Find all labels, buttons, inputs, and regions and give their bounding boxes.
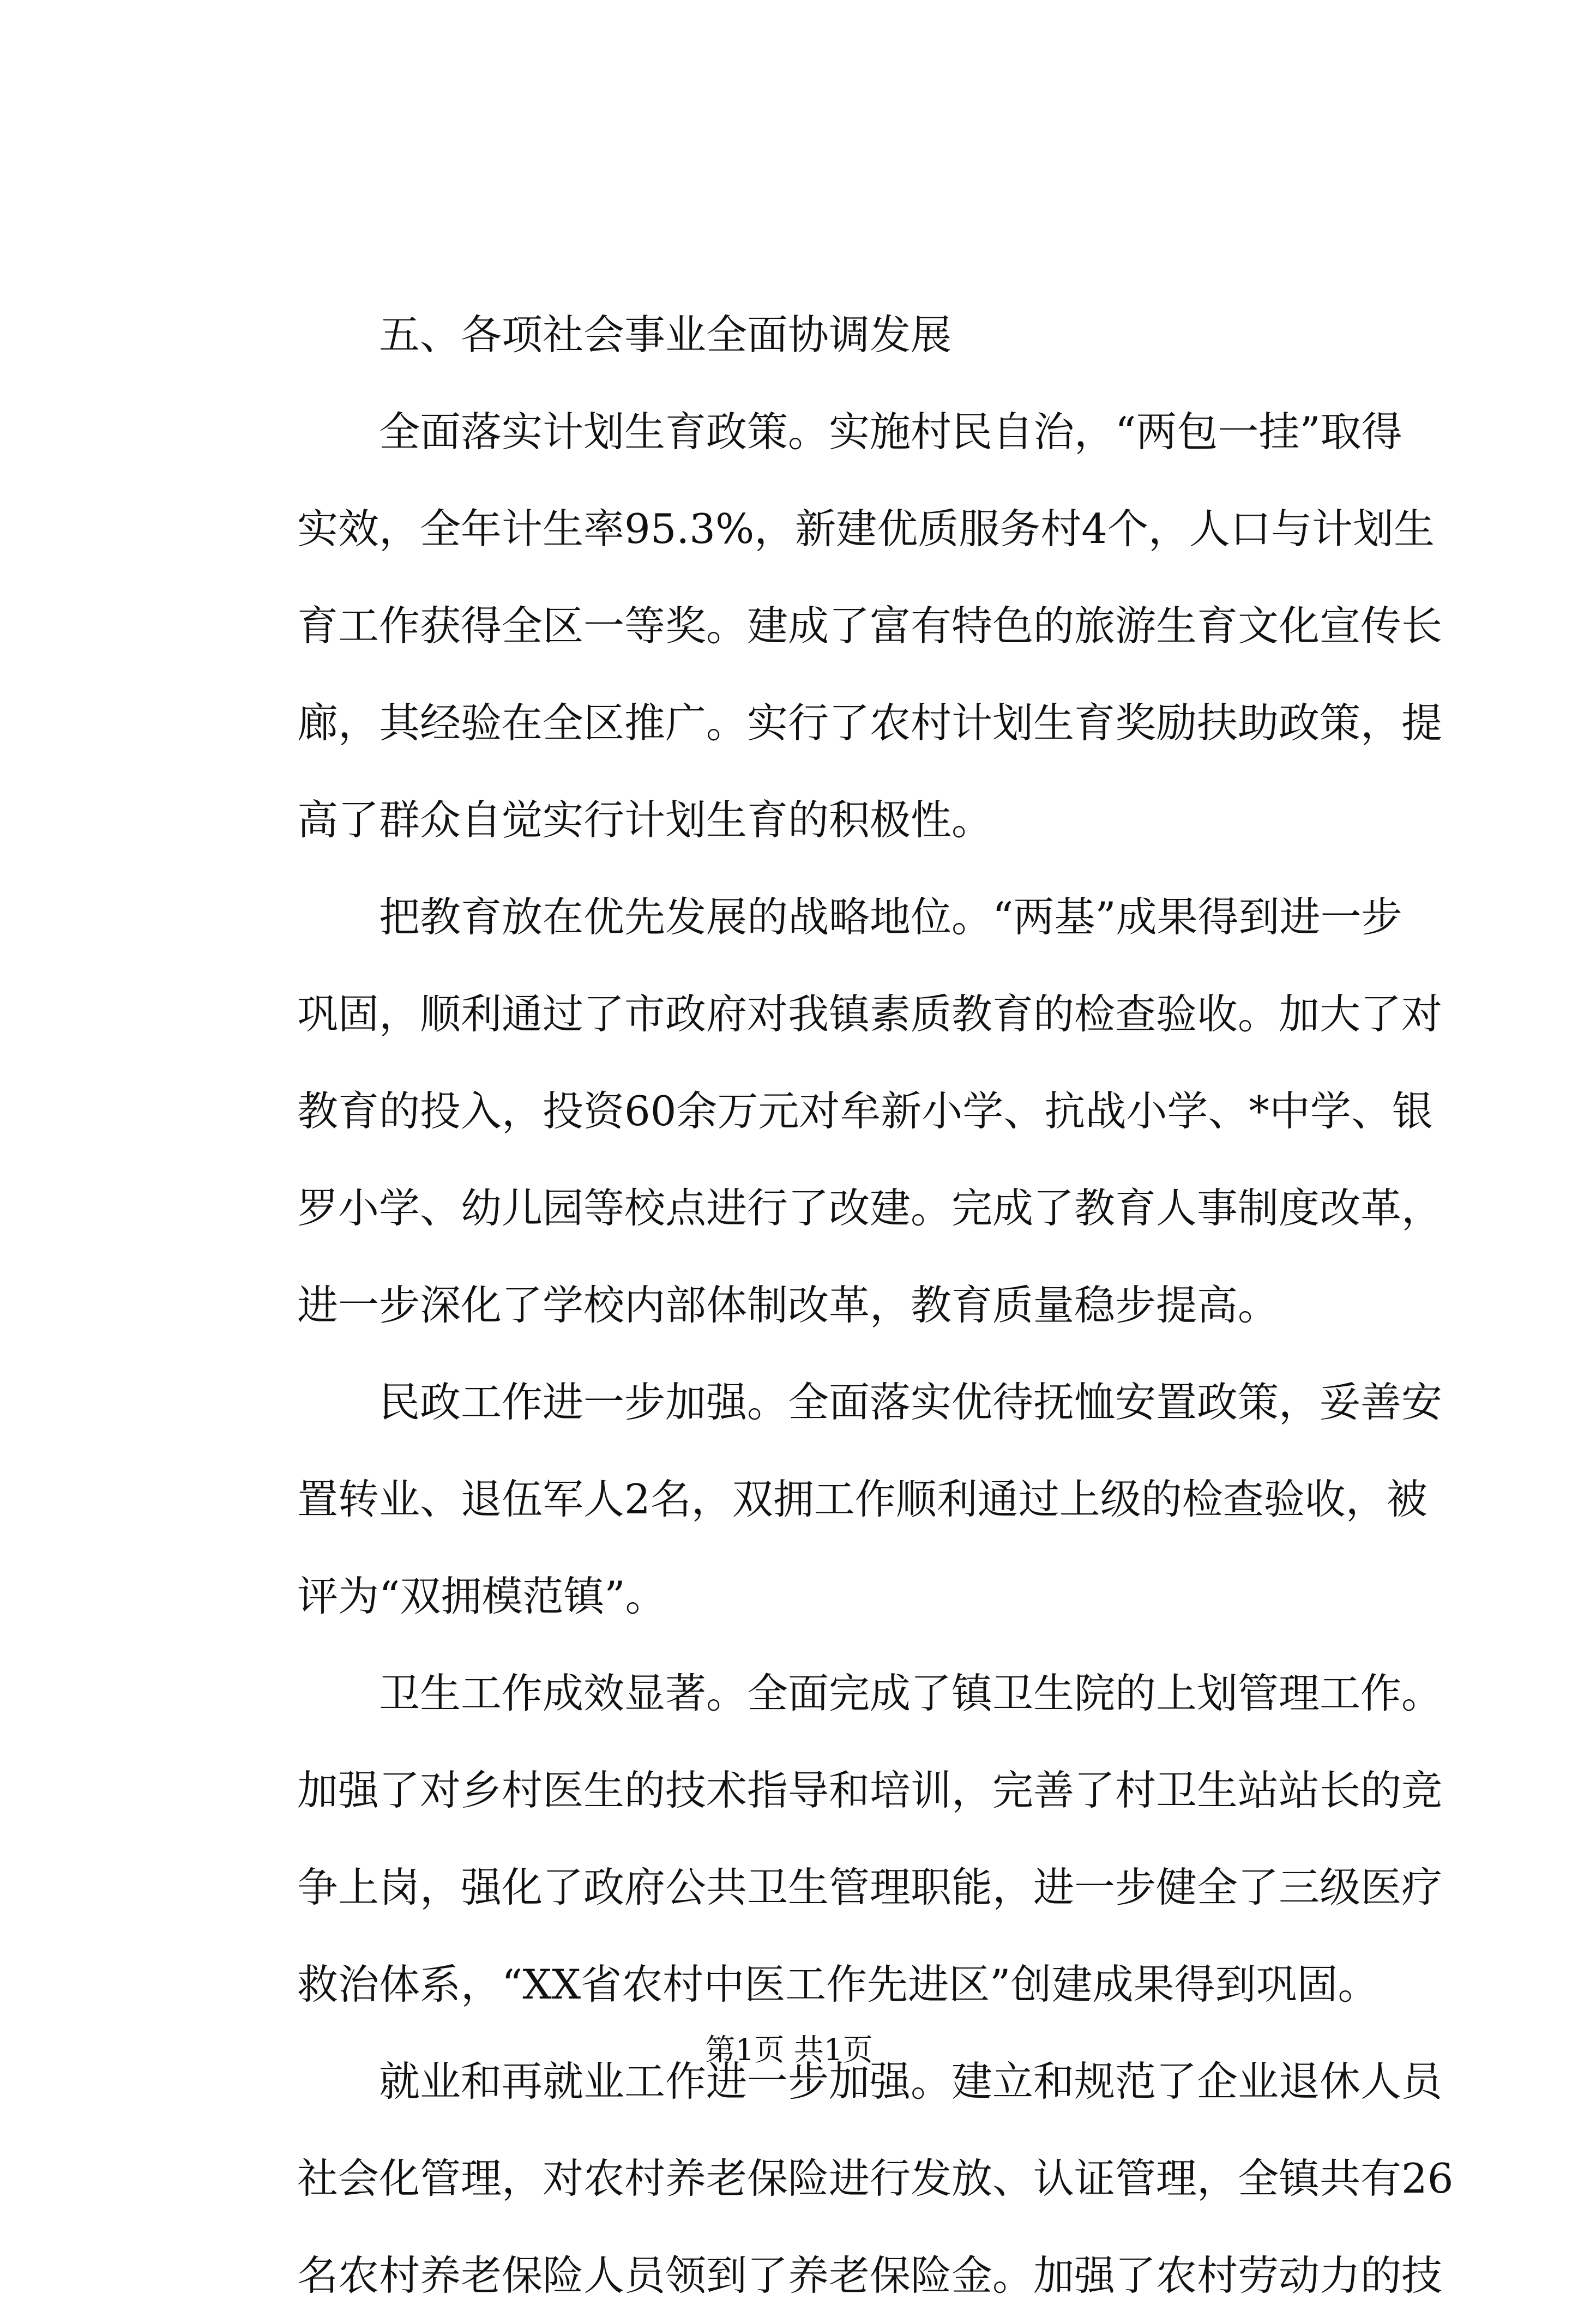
paragraph-line: 社会化管理，对农村养老保险进行发放、认证管理，全镇共有26 <box>297 2154 1454 2202</box>
paragraph-line: 救治体系，“XX省农村中医工作先进区”创建成果得到巩固。 <box>297 1960 1379 2008</box>
paragraph-line: 罗小学、幼儿园等校点进行了改建。完成了教育人事制度改革， <box>297 1184 1443 1232</box>
paragraph-health <box>297 1645 1443 2033</box>
paragraph-line: 加强了对乡村医生的技术指导和培训，完善了村卫生站站长的竞 <box>297 1766 1443 1814</box>
paragraph-civil-affairs <box>297 1354 1443 1645</box>
paragraph-line: 评为“双拥模范镇”。 <box>297 1572 666 1620</box>
paragraph-line: 置转业、退伍军人2名，双拥工作顺利通过上级的检查验收，被 <box>297 1475 1428 1523</box>
paragraph-line: 争上岗，强化了政府公共卫生管理职能，进一步健全了三级医疗 <box>297 1863 1443 1911</box>
section-heading: 五、各项社会事业全面协调发展 <box>379 311 952 359</box>
document-body <box>297 286 1454 2324</box>
paragraph-line: 进一步深化了学校内部体制改革，教育质量稳步提高。 <box>297 1281 1279 1329</box>
paragraph-line: 廊，其经验在全区推广。实行了农村计划生育奖励扶助政策，提 <box>297 699 1443 747</box>
paragraph-line: 高了群众自觉实行计划生育的积极性。 <box>297 796 993 844</box>
paragraph-education <box>297 868 1443 1354</box>
paragraph-line: 就业和再就业工作进一步加强。建立和规范了企业退休人员 <box>379 2057 1443 2105</box>
paragraph-line: 巩固，顺利通过了市政府对我镇素质教育的检查验收。加大了对 <box>297 990 1443 1038</box>
paragraph-line: 实效，全年计生率95.3%，新建优质服务村4个，人口与计划生 <box>297 505 1435 553</box>
paragraph-line: 教育的投入，投资60余万元对牟新小学、抗战小学、*中学、银 <box>297 1087 1433 1135</box>
paragraph-line: 全面落实计划生育政策。实施村民自治，“两包一挂”取得 <box>379 408 1402 456</box>
paragraph-line: 卫生工作成效显著。全面完成了镇卫生院的上划管理工作。 <box>379 1669 1443 1717</box>
paragraph-line: 育工作获得全区一等奖。建成了富有特色的旅游生育文化宣传长 <box>297 602 1443 650</box>
paragraph-employment <box>297 2033 1454 2324</box>
page-footer: 第1页 共1页 <box>705 2032 873 2067</box>
paragraph-line: 民政工作进一步加强。全面落实优待抚恤安置政策，妥善安 <box>379 1378 1443 1426</box>
paragraph-line: 把教育放在优先发展的战略地位。“两基”成果得到进一步 <box>379 893 1402 941</box>
paragraph-family-planning <box>297 383 1443 868</box>
paragraph-line: 名农村养老保险人员领到了养老保险金。加强了农村劳动力的技 <box>297 2251 1443 2299</box>
